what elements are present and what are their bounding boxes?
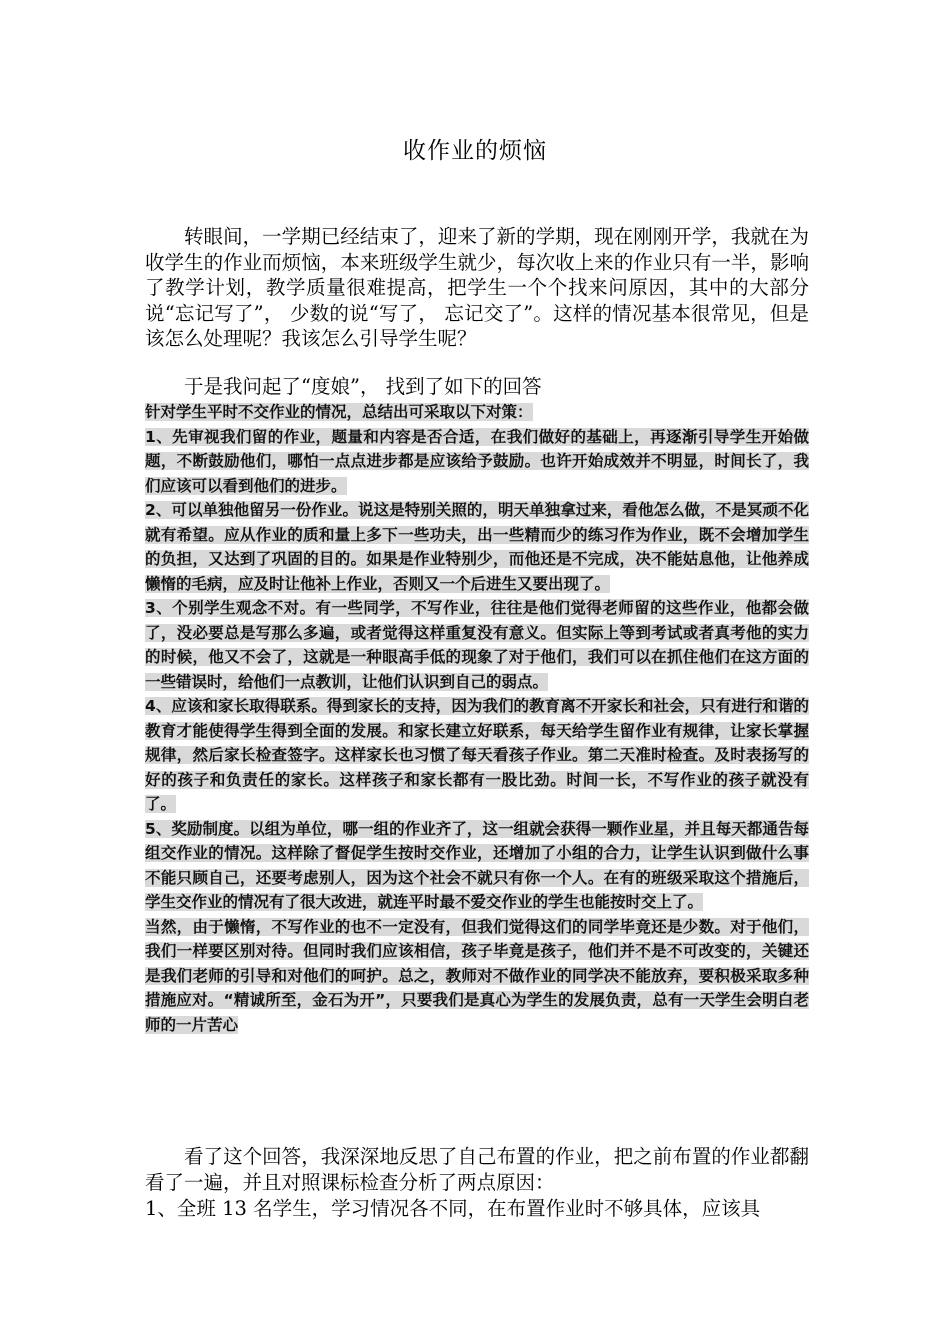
quote-conclusion: 当然，由于懒惰，不写作业的也不一定没有，但我们觉得这们的同学毕竟还是少数。对于他们，我们一样要区别对待。但同时我们应该相信，孩子毕竟是孩子，他们并不是不可改变的，关键还是我们老师的引导和对他们的呵护。总之，教师对不做作业的同学决不能放弃，要积极采取多种措施应对。“精诚所至，金石为开”，只要我们是真心为学生的发展负责，总有一天学生会明白老师的一片苦心 xyxy=(145,917,809,1034)
quote-item-3: 3、个别学生观念不对。有一些同学，不写作业，往往是他们觉得老师留的这些作业，他都会做了，没必要总是写那么多遍，或者觉得这样重复没有意义。但实际上等到考试或者真考他的实力的时候，他又不会了，这就是一种眼高手低的现象了对于他们，我们可以在抓住他们在这方面的一些错误时，给他们一点教训，让他们认识到自己的弱点。 xyxy=(145,599,809,691)
reflection-paragraph: 看了这个回答，我深深地反思了自己布置的作业，把之前布置的作业都翻看了一遍，并且对照课标检查分析了两点原因： xyxy=(145,1145,809,1194)
quote-item-4: 4、应该和家长取得联系。得到家长的支持，因为我们的教育离不开家长和社会，只有进行和谐的教育才能使得学生得到全面的发展。和家长建立好联系，每天给学生留作业有规律，让家长掌握规律，然后家长检查签字。这样家长也习惯了每天看孩子作业。第二天准时检查。及时表扬写的好的孩子和负责任的家长。这样孩子和家长都有一股比劲。时间一长，不写作业的孩子就没有了。 xyxy=(145,697,809,813)
page-title: 收作业的烦恼 xyxy=(403,138,547,164)
quote-heading: 针对学生平时不交作业的情况，总结出可采取以下对策： xyxy=(145,403,533,421)
quote-item-2: 2、可以单独他留另一份作业。说这是特别关照的，明天单独拿过来，看他怎么做，不是冥顽不化就有希望。应从作业的质和量上多下一些功夫，出一些精而少的练习作为作业，既不会增加学生的负担，又达到了巩固的目的。如果是作业特别少，而他还是不完成，决不能姑息他，让他养成懒惰的毛病，应及时让他补上作业，否则又一个后进生又要出现了。 xyxy=(145,501,809,593)
lead-paragraph: 于是我问起了“度娘”， 找到了如下的回答 xyxy=(184,375,542,398)
quote-item-5: 5、奖励制度。以组为单位，哪一组的作业齐了，这一组就会获得一颗作业星，并且每天都通告每组交作业的情况。这样除了督促学生按时交作业，还增加了小组的合力，让学生认识到做什么事不能只顾自己，还要考虑别人，因为这个社会不就只有你一个人。在有的班级采取这个措施后，学生交作业的情况有了很大改进，就连平时最不爱交作业的学生也能按时交上了。 xyxy=(145,819,809,911)
quoted-answer xyxy=(145,400,809,1037)
intro-paragraph: 转眼间，一学期已经结束了，迎来了新的学期，现在刚刚开学，我就在为收学生的作业而烦恼，本来班级学生就少，每次收上来的作业只有一半，影响了教学计划，教学质量很难提高，把学生一个个找来问原因，其中的大部分说“忘记写了”， 少数的说“写了， 忘记交了”。这样的情况基本很常见，但是该怎么处理呢？我该怎么引导学生呢？ xyxy=(145,225,809,350)
reason-point-1: 1、全班 13 名学生，学习情况各不同，在布置作业时不够具体，应该具 xyxy=(145,1197,761,1220)
quote-item-1: 1、先审视我们留的作业，题量和内容是否合适，在我们做好的基础上，再逐渐引导学生开始做题，不断鼓励他们，哪怕一点点进步都是应该给予鼓励。也许开始成效并不明显，时间长了，我们应该可以看到他们的进步。 xyxy=(145,427,809,495)
